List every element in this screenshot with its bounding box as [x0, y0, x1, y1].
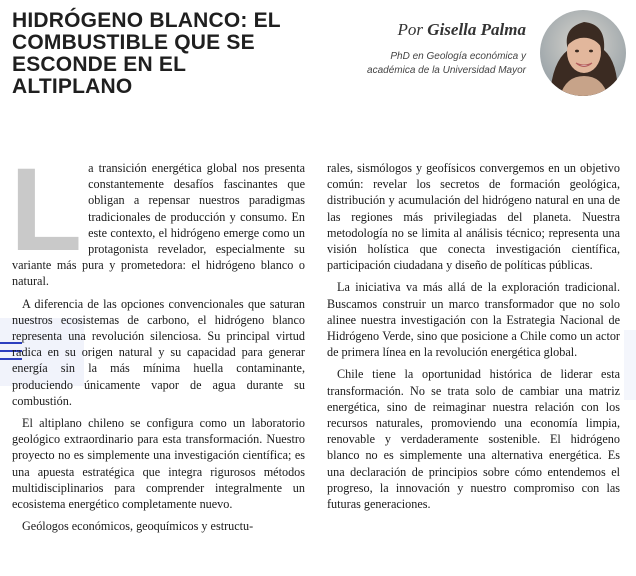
author-name: Gisella Palma — [427, 20, 526, 39]
paragraph-1 — [10, 144, 305, 290]
paragraph-1-text: a transición energética global nos presenta constantemente desafíos fascinantes que obligan a repensar nuestros paradigmas tradicionales de producción y consumo. En este contexto, el hidrógeno emerge como un protagonista revelador, especialmente su variante más pura y prometedora: el hidrógeno blanco o natural. — [12, 161, 305, 289]
headline: HIDRÓGENO BLANCO: EL COMBUSTIBLE QUE SE ESCONDE EN EL ALTIPLANO — [12, 9, 281, 98]
paragraph-7: Chile tiene la oportunidad histórica de liderar esta transformación. No se trata solo de cambiar una matriz energética, sino de reimaginar nuestra relación con los recursos naturales, promoviendo una economía limpia, renovable y verdaderamente sostenible. El hidrógeno blanco no es simplemente una alternativa energética. Es una declaración de principios sobre cómo entendemos el progreso, la innovación y nuestro compromiso con las futuras generaciones. — [327, 367, 620, 512]
column-left — [10, 144, 305, 540]
author-photo — [540, 10, 626, 96]
author-photo-icon — [540, 10, 626, 96]
paragraph-4: Geólogos económicos, geoquímicos y estructu- — [22, 519, 254, 534]
byline-prefix: Por — [397, 20, 424, 39]
column-right — [327, 160, 620, 518]
paragraph-2: A diferencia de las opciones convencionales que saturan nuestros ecosistemas de carbono, el hidrógeno blanco representa una revolución silenciosa. Su principal virtud radica en su origen natural y su capacidad para generar energía sin la más mínima huella contaminante, produciendo únicamente vapor de agua durante su combustión. — [12, 296, 305, 408]
scan-highlight-right — [624, 330, 636, 400]
affiliation-line-2: académica de la Universidad Mayor — [367, 65, 526, 76]
paragraph-5: rales, sismólogos y geofísicos convergemos en un objetivo común: revelar los secretos de formación geológica, distribución y acumulación del hidrógeno natural en una de las regiones más privilegiadas del planeta. Nuestra metodología no se limita al análisis técnico; representa una visión holística que conecta investigación científica, participación ciudadana y diseño de políticas públicas. — [327, 161, 620, 273]
paragraph-3: El altiplano chileno se configura como un laboratorio geológico extraordinario para esta transformación. Nuestro proyecto no es simplemente una investigación científica; es una apuesta estratégica que integra rigurosos métodos multidisciplinarios para comprender integralmente un ecosistema energético completamente nuevo. — [12, 416, 305, 512]
author-affiliation — [306, 50, 526, 78]
paragraph-6: La iniciativa va más allá de la exploración tradicional. Buscamos construir un marco transformador que no solo alinee nuestra investigación con la Estrategia Nacional de Hidrógeno Verde, sino que posicione a Chile como un actor de primera línea en la revolución energética global. — [327, 280, 620, 360]
affiliation-line-1: PhD en Geología económica y — [390, 51, 526, 62]
drop-cap: L — [10, 144, 83, 276]
byline — [306, 20, 526, 40]
